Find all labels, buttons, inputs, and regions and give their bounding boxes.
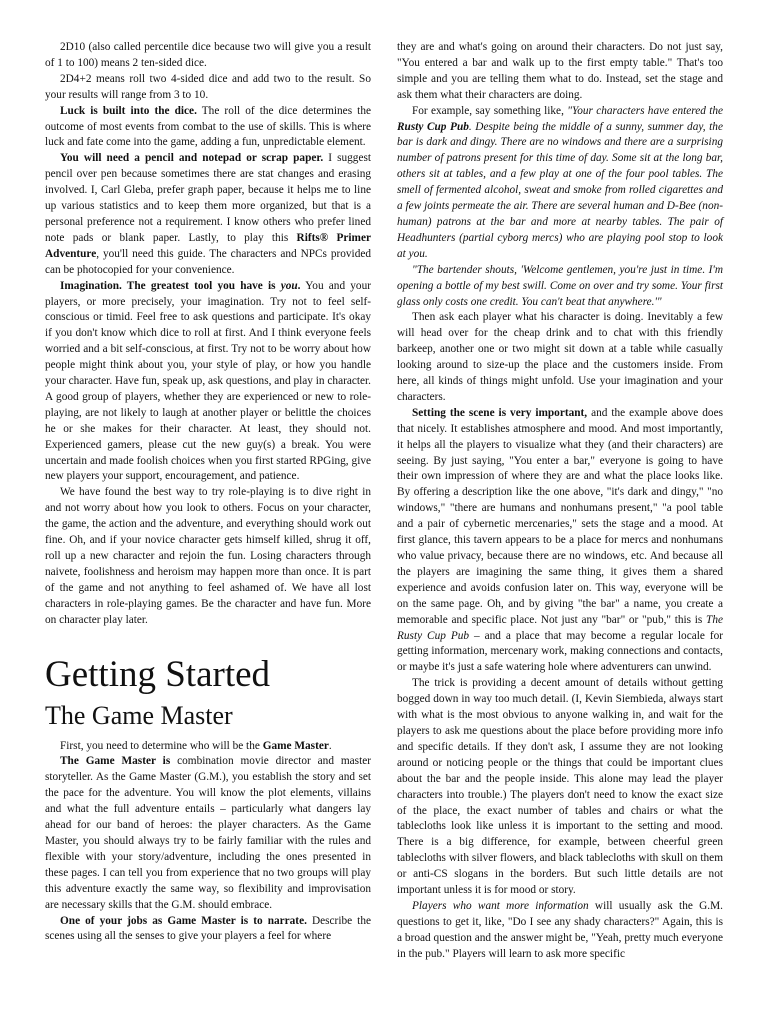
paragraph-text: 2D4+2 means roll two 4-sided dice and add two to the result. So your results will range from 3 to 10. (45, 72, 371, 101)
lead-in-bold: Luck is built into the dice. (60, 104, 197, 117)
paragraph-text: they are and what's going on around their characters. Do not just say, "You entered a bar and walk up to the first empty table." That's too simple and you are telling them what to do. Instead, set the stage and ask them what their characters are doing. (397, 41, 723, 101)
example-italic: "The bartender shouts, 'Welcome gentlemen, you're just in time. I'm opening a bottle of my best swill. Come on over and try some. Your first glass only costs one credit. You can't beat that anywhere.'" (397, 263, 723, 308)
pub-name-italic: The Rusty Cup Pub (397, 613, 723, 642)
pub-name-bold-italic: Rusty Cup Pub (397, 120, 469, 133)
lead-in-italic: Players who want more information (412, 899, 589, 912)
lead-in-bold: Setting the scene is very important, (412, 406, 588, 419)
paragraph-text: First, you need to determine who will be the (60, 739, 263, 752)
paragraph-gm-role (45, 754, 371, 913)
right-column (397, 40, 723, 1024)
paragraph-ask-players (397, 310, 723, 405)
paragraph-setting-scene (397, 406, 723, 676)
paragraph-example (397, 104, 723, 263)
paragraph-text: The roll of the dice determines the outcome of most events from combat to the use of skills. This is where luck and fate come into the game, adding a fun, unpredictable element. (45, 104, 371, 149)
paragraph-text: combination movie director and master storyteller. As the Game Master (G.M.), you establish the story and set the pace for the adventure. You will know the plot elements, villains and what the full adventure entails – particularly what dangers lay ahead for our band of heroes: the player characters. As the Game Master, you should always try to be fairly familiar with the rules and flexible with your story/adventure, including the ones presented in these pages. I can tell you from experience that no two groups will play this adventure exactly the same way, so flexibility and improvisation are necessary skills that the G.M. should embrace. (45, 755, 371, 911)
paragraph-dive-in (45, 485, 371, 628)
paragraph-dice-2d10 (45, 40, 371, 72)
paragraph-continued (397, 40, 723, 104)
term-bold: Game Master (262, 739, 329, 752)
paragraph-text: – and a place that may become a regular locale for getting information, mercenary work, making connections and contacts, or maybe it's just a safe watering hole where adventurers can unwind. (397, 629, 724, 674)
lead-in-bold-end: . (297, 279, 301, 292)
paragraph-text: . (328, 739, 332, 752)
paragraph-text: will usually ask the G.M. questions to get it, like, "Do I see any shady characters?" Again, this is a broad question and the answer might be, "Yeah, pretty much everyone in the pub." Players will learn to ask more specific (397, 899, 723, 960)
paragraph-text: For example, say something like, (412, 104, 568, 117)
paragraph-text: Then ask each player what his character is doing. Inevitably a few will head over for the cheap drink and to chat with this friendly barkeep, another one or two might sit down at a table while casually looking around to size-up the place and the customers inside. From here, all kinds of things might unfold. Use your imagination and your characters. (397, 311, 723, 403)
left-column (45, 40, 371, 1024)
subsection-heading: The Game Master (45, 700, 233, 730)
lead-in-bold: One of your jobs as Game Master is to narrate. (60, 914, 307, 927)
product-name-bold: Rifts® Primer Adventure (45, 231, 371, 260)
paragraph-pencil (45, 151, 371, 278)
lead-in-bold: Imagination. The greatest tool you have is (60, 279, 281, 292)
emphasis-you: you (280, 279, 298, 292)
paragraph-text: We have found the best way to try role-playing is to dive right in and not worry about how you look to others. Focus on your character, the game, the action and the adventure, and everything should work out fine. Oh, and if your novice character gets himself killed, shrug it off, roll up a new character and rejoin the fun. Losing characters through naivete, foolishness and heroism may happen more than once. It is part of the game and not anything to feel ashamed of. We have all lost characters in role-playing games. Be the character and have fun. More on character play later. (45, 486, 371, 626)
paragraph-determine-gm (45, 739, 371, 755)
paragraph-dice-2d4 (45, 72, 371, 104)
paragraph-imagination (45, 279, 371, 486)
paragraph-luck (45, 104, 371, 152)
paragraph-bartender (397, 263, 723, 311)
paragraph-details (397, 676, 723, 899)
lead-in-bold: You will need a pencil and notepad or scrap paper. (60, 152, 324, 165)
lead-in-bold: The Game Master is (60, 755, 171, 768)
example-italic: . Despite being the middle of a sunny, summer day, the bar is dark and dingy. There are no windows and there are a surprising number of patrons present for this time of day. Some sit at the long bar, others sit at tables, and a few play at one of the four pool tables. The smell of fermented alcohol, sweat and smoke from rolled cigarettes and a few joints permeate the air. There are several human and D-Bee (non-human) patrons at the bar and more at nearby tables. The pair of Headhunters (partial cyborg mercs) who are playing pool stop to look at you. (397, 120, 723, 260)
paragraph-text: I suggest pencil over pen because sometimes there are stat changes and erasing involved. I, Carl Gleba, prefer graph paper, because it helps me to line up various statistics and to keep them more organized, but that is a personal preference not a requirement. I know others who prefer lined note pads or blank paper. Lastly, to play this (45, 152, 371, 244)
example-italic: "Your characters have entered the (567, 104, 723, 117)
section-heading: Getting Started (45, 653, 271, 695)
paragraph-text: You and your players, or more precisely, your imagination. Try not to feel self-conscious or timid. Feel free to ask questions and participate. It's okay if you don't know which dice to roll at first. And I think everyone feels worried and a bit self-conscious, at first. Try not to be worry about how people might think about you, your style of play, or how you handle your character. Have fun, speak up, ask questions, and play in character. A good group of players, whether they are experienced or new to role-playing, are not likely to laugh at another player or belittle the choices he or she makes for their character. At least, they should not. Experienced gamers, please cut the new guy(s) a break. You were uncertain and made foolish choices when you first started RPGing, give new players your support, encouragement, and patience. (45, 279, 371, 483)
paragraph-text: 2D10 (also called percentile dice because two will give you a result of 1 to 100) means 2 ten-sided dice. (45, 41, 371, 69)
paragraph-text: and the example above does that nicely. It establishes atmosphere and mood. And most importantly, it helps all the players to visualize what they (and their characters) are seeing. By just saying, "You enter a bar," everyone is going to have their own impression of where they are and what the place looks like. By offering a description like the one above, "it's dark and dingy," "no windows," "there are humans and nonhumans present," "a pool table and a pair of cybernetic mercenaries," sets the stage and a mood. At first glance, this tavern appears to be a place for mercs and nonhumans who value privacy, because there are no windows, etc. And because all the players are imagining the same thing, it gives them a shared experience and avoids confusion later on. This way, everyone will be on the same page. Oh, and by giving "the bar" a name, you create a memorable and specific place. Not just any "bar" or "pub," this is (397, 406, 723, 626)
paragraph-more-info (397, 899, 723, 963)
paragraph-narrate (45, 914, 371, 946)
paragraph-text: Describe the scenes using all the senses to give your players a feel for where (45, 914, 371, 943)
paragraph-text: The trick is providing a decent amount of details without getting bogged down in way too much detail. (I, Kevin Siembieda, always start with what is the most obvious to anyone walking in, and wait for the players to ask me questions about the place before providing more info and specific details. If they don't ask, I assume they are not looking around or noticing people or the things that could be important clues about the bar and the people inside. This alone may lead the player characters into trouble.) The players don't need to know the exact size of the place, the exact number of tables and chairs or what the tablecloths look like unless it is important to the setting and mood. There is a big difference, for example, between cheerful green tablecloths with silver flowers, and black tablecloths with skull on them or anti-CS slogans in the borders. But such little details are not important unless it is for mood or story. (397, 677, 723, 897)
paragraph-text: , you'll need this guide. The characters and NPCs provided can be photocopied for your convenience. (45, 247, 371, 276)
